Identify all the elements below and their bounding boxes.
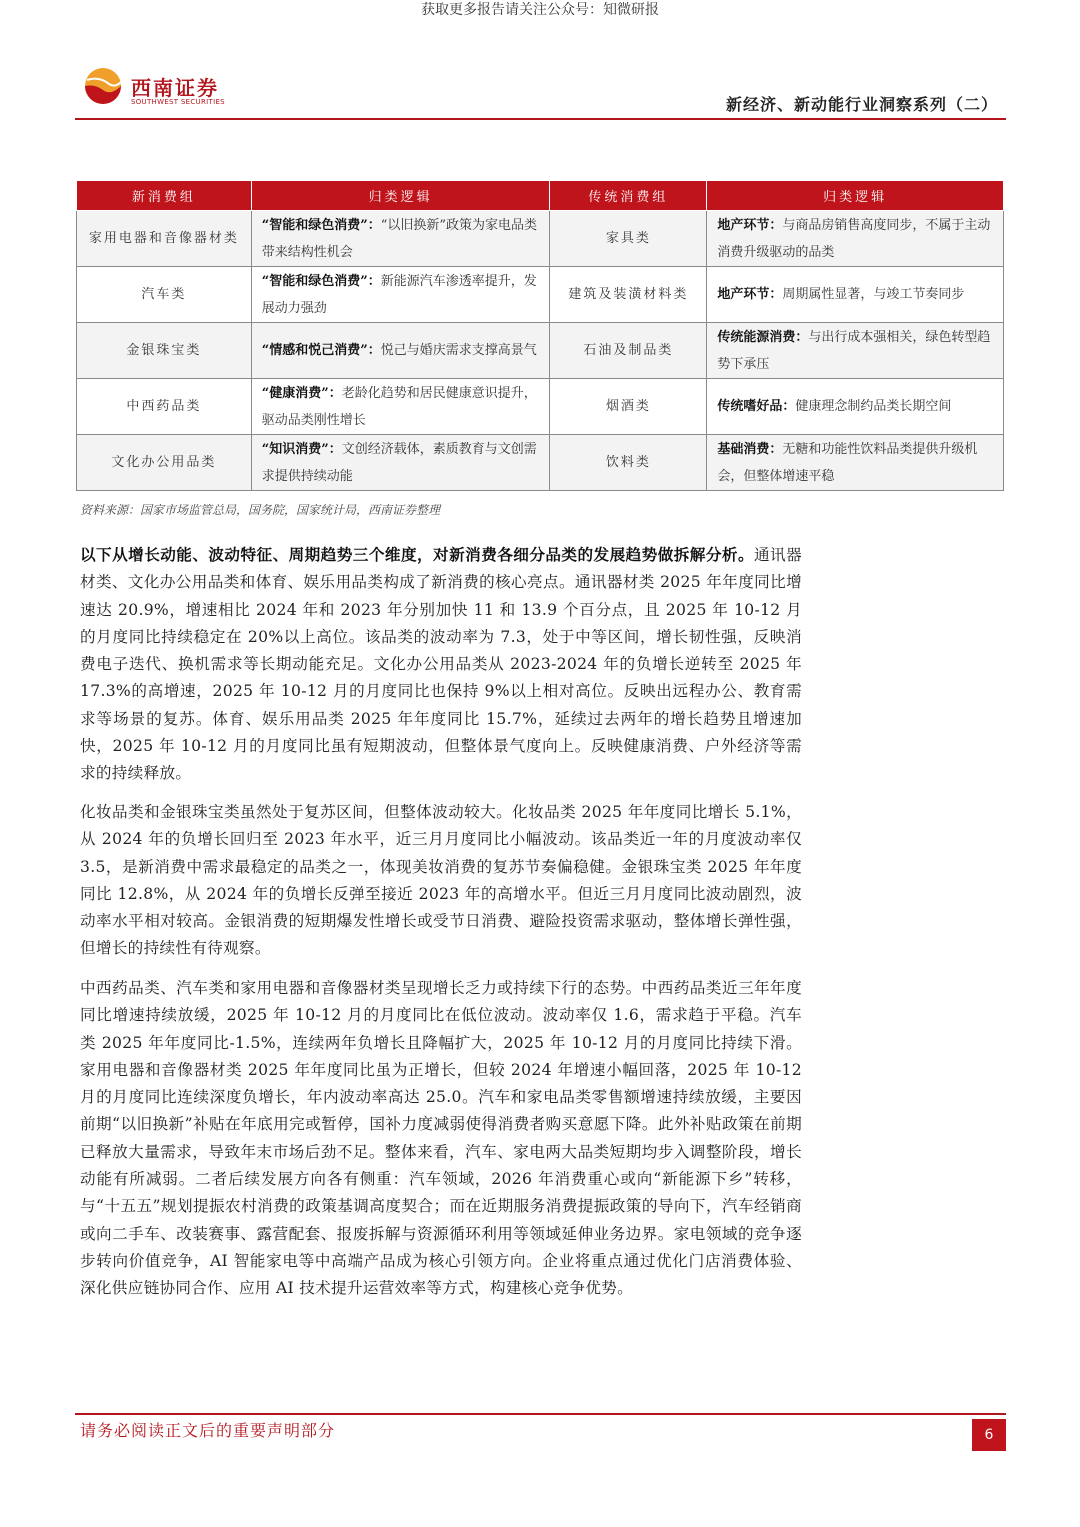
paragraph-body-text: 通讯器材类、文化办公用品类和体育、娱乐用品类构成了新消费的核心亮点。通讯器材类 2025 年年度同比增速达 20.9%，增速相比 2024 年和 2023 年分别加快 11 和 13.9 个百分点，且 2025 年 10-12 月的月度同比持续稳定在 20%以上高位。该品类的波动率为 7.3，处于中等区间，增长韧性强，反映消费电子迭代、换机需求等长期动能充足。文化办公用品类从 2023-2024 年的负增长逆转至 2025 年 17.3%的高增速，2025 年 10-12 月的月度同比也保持 9%以上相对高位。反映出远程办公、教育需求等场景的复苏。体育、娱乐用品类 2025 年年度同比 15.7%，延续过去两年的增长趋势且增速加快，2025 年 10-12 月的月度同比虽有短期波动，但整体景气度向上。反映健康消费、户外经济等需求的持续释放。: [80, 546, 802, 783]
trad-logic-cell: [707, 323, 1004, 379]
logic-keyword: “情感和悦己消费”：: [261, 343, 381, 358]
trad-logic-cell: [707, 379, 1004, 435]
new-logic-cell: [251, 211, 550, 267]
logo-name-cn: 西南证券: [131, 76, 219, 100]
paragraph-lead-sentence: 以下从增长动能、波动特征、周期趋势三个维度，对新消费各细分品类的发展趋势做拆解分析。: [80, 545, 754, 564]
logic-keyword: 传统能源消费：: [717, 329, 809, 345]
trad-logic-cell: [707, 267, 1004, 323]
header-trad-logic: 归类逻辑: [707, 181, 1004, 211]
header-new-logic: 归类逻辑: [251, 181, 550, 211]
trad-logic-cell: [707, 211, 1004, 267]
new-group-cell: 汽车类: [77, 267, 252, 323]
logo-name-en: SOUTHWEST SECURITIES: [131, 98, 225, 106]
new-logic-cell: [251, 267, 550, 323]
new-logic-cell: [251, 435, 550, 491]
logic-text: 文创经济载体，素质教育与文创需求提供持续动能: [261, 441, 537, 484]
table-row: [77, 379, 1004, 435]
logic-text: 周期属性显著，与竣工节奏同步: [782, 287, 965, 302]
trad-group-cell: 饮料类: [550, 435, 707, 491]
logic-text: 无糖和功能性饮料品类提供升级机会，但整体增速平稳: [717, 441, 978, 484]
header-trad-group: 传统消费组: [550, 181, 707, 211]
footer-disclaimer: 请务必阅读正文后的重要声明部分: [80, 1421, 336, 1440]
series-title: 新经济、新动能行业洞察系列（二）: [725, 95, 998, 114]
table-source-note: 资料来源：国家市场监管总局，国务院，国家统计局，西南证券整理: [80, 503, 441, 517]
table-row: [77, 211, 1004, 267]
logic-text: 老龄化趋势和居民健康意识提升，驱动品类刚性增长: [261, 385, 537, 428]
new-group-cell: 文化办公用品类: [77, 435, 252, 491]
header-divider: [75, 118, 1006, 120]
new-group-cell: 家用电器和音像器材类: [77, 211, 252, 267]
logic-text: 与商品房销售高度同步，不属于主动消费升级驱动的品类: [717, 217, 991, 260]
table-row: [77, 435, 1004, 491]
trad-logic-cell: [707, 435, 1004, 491]
logic-keyword: “健康消费”：: [261, 385, 342, 401]
logic-text: 悦己与婚庆需求支撑高景气: [380, 343, 537, 358]
footer-divider: [75, 1413, 1006, 1415]
new-logic-cell: [251, 379, 550, 435]
company-logo: [83, 66, 243, 110]
trad-group-cell: 建筑及装潢材料类: [550, 267, 707, 323]
logic-keyword: “智能和绿色消费”：: [261, 217, 381, 233]
body-paragraph-growth-leaders: [80, 541, 802, 788]
logic-keyword: 基础消费：: [717, 441, 783, 457]
logic-keyword: 地产环节：: [717, 287, 783, 302]
table-header-row: [77, 181, 1004, 211]
new-group-cell: 中西药品类: [77, 379, 252, 435]
top-banner: 获取更多报告请关注公众号：知微研报: [421, 2, 659, 18]
body-paragraph-slowdown: 中西药品类、汽车类和家用电器和音像器材类呈现增长乏力或持续下行的态势。中西药品类近三年年度同比增速持续放缓，2025 年 10-12 月的月度同比在低位波动。波动率仅 1.6，需求趋于平稳。汽车类 2025 年年度同比-1.5%，连续两年负增长且降幅扩大，2025 年 10-12 月的月度同比持续下滑。家用电器和音像器材类 2025 年年度同比虽为正增长，但较 2024 年增速小幅回落，2025 年 10-12 月的月度同比连续深度负增长，年内波动率高达 25.0。汽车和家电品类零售额增速持续放缓，主要因前期“以旧换新”补贴在年底用完或暂停，国补力度减弱使得消费者购买意愿下降。此外补贴政策在前期已释放大量需求，导致年末市场后劲不足。整体来看，汽车、家电两大品类短期均步入调整阶段，增长动能有所减弱。二者后续发展方向各有侧重：汽车领域，2026 年消费重心或向“新能源下乡”转移，与“十五五”规划提振农村消费的政策基调高度契合；而在近期服务消费提振政策的导向下，汽车经销商或向二手车、改装赛事、露营配套、报废拆解与资源循环利用等领域延伸业务边界。家电领域的竞争逐步转向价值竞争，AI 智能家电等中高端产品成为核心引领方向。企业将重点通过优化门店消费体验、深化供应链协同合作、应用 AI 技术提升运营效率等方式，构建核心竞争优势。: [80, 979, 802, 1298]
logic-keyword: 地产环节：: [717, 217, 783, 233]
trad-group-cell: 石油及制品类: [550, 323, 707, 379]
logic-keyword: 传统嗜好品：: [717, 399, 796, 414]
logic-text: 新能源汽车渗透率提升，发展动力强劲: [261, 273, 537, 316]
trad-group-cell: 家具类: [550, 211, 707, 267]
table-row: [77, 267, 1004, 323]
classification-table: [76, 180, 1004, 491]
logo-emblem-icon: [83, 66, 123, 106]
logic-text: “以旧换新”政策为家电品类带来结构性机会: [261, 217, 538, 260]
new-group-cell: 金银珠宝类: [77, 323, 252, 379]
logic-text: 健康理念制约品类长期空间: [795, 399, 952, 414]
page-number: 6: [972, 1419, 1006, 1451]
logic-keyword: “知识消费”：: [261, 441, 342, 457]
body-paragraph-recovery: 化妆品类和金银珠宝类虽然处于复苏区间，但整体波动较大。化妆品类 2025 年年度同比增长 5.1%，从 2024 年的负增长回归至 2023 年水平，近三月月度同比小幅波动。该品类近一年的月度波动率仅 3.5，是新消费中需求最稳定的品类之一，体现美妆消费的复苏节奏偏稳健。金银珠宝类 2025 年年度同比 12.8%，从 2024 年的负增长反弹至接近 2023 年的高增水平。但近三月月度同比波动剧烈，波动率水平相对较高。金银消费的短期爆发性增长或受节日消费、避险投资需求驱动，整体增长弹性强，但增长的持续性有待观察。: [80, 803, 802, 958]
new-logic-cell: [251, 323, 550, 379]
table-row: [77, 323, 1004, 379]
logic-text: 与出行成本强相关，绿色转型趋势下承压: [717, 329, 991, 372]
header-new-group: 新消费组: [77, 181, 252, 211]
trad-group-cell: 烟酒类: [550, 379, 707, 435]
logic-keyword: “智能和绿色消费”：: [261, 273, 381, 289]
